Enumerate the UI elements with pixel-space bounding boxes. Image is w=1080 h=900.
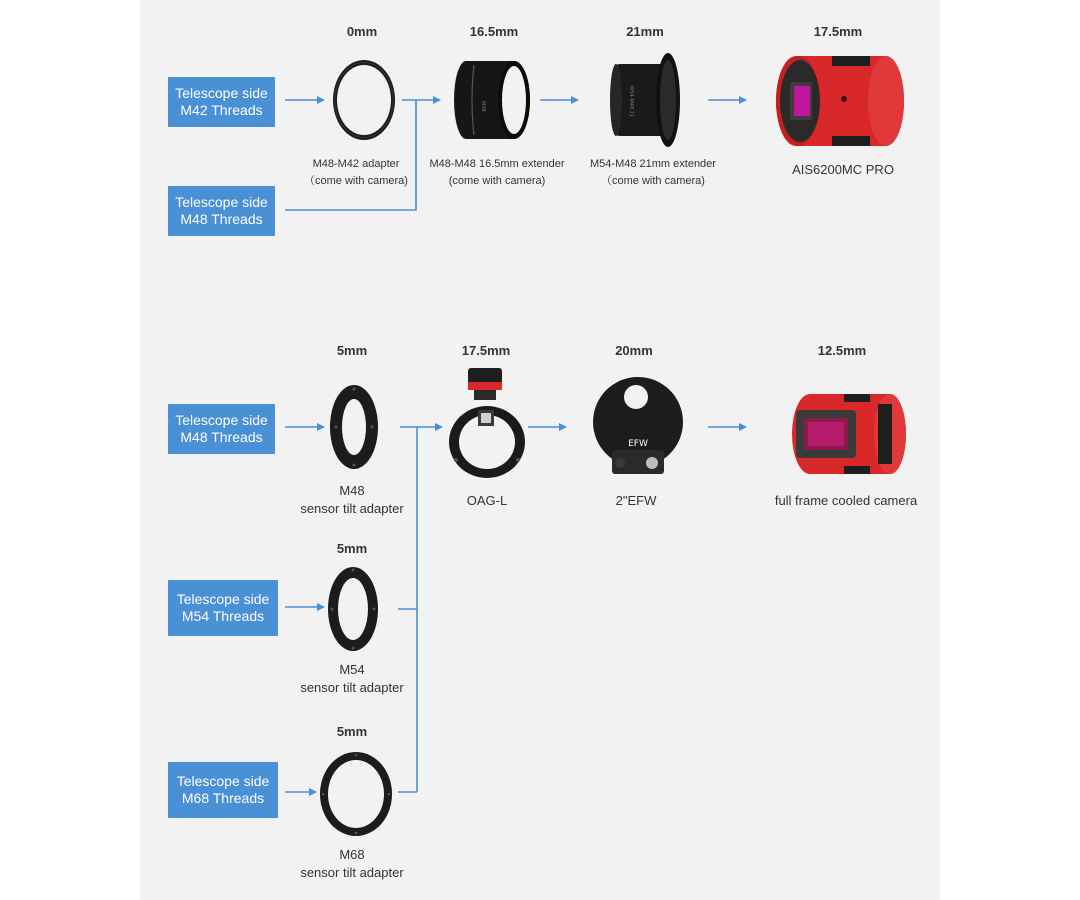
dimension-label: 5mm — [336, 541, 368, 556]
caption-line1: M48-M48 16.5mm extender — [429, 158, 565, 170]
caption-line2: sensor tilt adapter — [300, 501, 404, 516]
full-frame-camera-label: full frame cooled camera — [774, 493, 918, 508]
dimension-label: 5mm — [336, 724, 368, 739]
efw-device-label: EFW — [628, 439, 648, 449]
caption-line2: sensor tilt adapter — [300, 865, 404, 880]
flanged-extender-icon — [608, 50, 684, 150]
svg-text:M54-M48 21: M54-M48 21 — [628, 86, 634, 118]
telescope-side-m42-box — [168, 77, 275, 127]
efw-caption — [536, 492, 736, 510]
dimension-label: 17.5mm — [461, 343, 511, 358]
side-box-line1: Telescope side — [176, 773, 270, 789]
tilt-adapter-ring-icon — [326, 565, 380, 653]
side-box-line1: Telescope side — [175, 85, 268, 101]
tilt-adapter-caption — [252, 661, 452, 697]
telescope-side-m68-box — [168, 762, 278, 818]
efw-label: 2"EFW — [615, 493, 657, 508]
telescope-side-m54-box — [168, 580, 278, 636]
caption-line1: M68 — [339, 847, 365, 862]
caption-line1: M48-M42 adapter — [312, 158, 400, 170]
red-cooled-camera-icon — [790, 390, 908, 478]
side-box-line1: Telescope side — [175, 412, 268, 428]
side-box-line2: M68 Threads — [181, 790, 265, 806]
svg-text:M48: M48 — [480, 101, 486, 112]
camera-caption — [743, 161, 943, 179]
tube-extender-icon — [452, 55, 536, 145]
flanged-extender-caption — [553, 156, 753, 190]
caption-line1: M54 — [339, 662, 365, 677]
caption-line2: （come with camera) — [304, 175, 408, 187]
filter-wheel-icon — [590, 376, 686, 478]
caption-line2: (come with camera) — [448, 175, 546, 187]
caption-line1: M54-M48 21mm extender — [590, 158, 716, 170]
dimension-label: 16.5mm — [469, 24, 519, 39]
side-box-line1: Telescope side — [175, 194, 268, 210]
dimension-label: 5mm — [336, 343, 368, 358]
caption-line2: （come with camera) — [601, 175, 705, 187]
camera-model-label: AIS6200MC PRO — [792, 162, 894, 177]
side-box-line1: Telescope side — [176, 591, 270, 607]
off-axis-guider-icon — [446, 364, 528, 484]
dimension-label: 12.5mm — [817, 343, 867, 358]
dimension-label: 20mm — [615, 343, 653, 358]
side-box-line2: M48 Threads — [180, 429, 263, 445]
side-box-line2: M54 Threads — [181, 608, 265, 624]
dimension-label: 17.5mm — [813, 24, 863, 39]
tilt-adapter-ring-icon — [328, 383, 380, 471]
telescope-side-m48-box — [168, 404, 275, 454]
tilt-adapter-caption — [252, 846, 452, 882]
side-box-line2: M48 Threads — [180, 211, 263, 227]
caption-line2: sensor tilt adapter — [300, 680, 404, 695]
red-cooled-camera-icon — [774, 52, 906, 150]
oag-label: OAG-L — [466, 493, 508, 508]
telescope-side-m48-box — [168, 186, 275, 236]
dimension-label: 0mm — [346, 24, 378, 39]
tilt-adapter-ring-icon — [318, 750, 394, 838]
caption-line1: M48 — [339, 483, 365, 498]
full-frame-camera-caption — [736, 492, 956, 510]
side-box-line2: M42 Threads — [180, 102, 263, 118]
adapter-ring-icon — [330, 57, 398, 143]
dimension-label: 21mm — [626, 24, 664, 39]
